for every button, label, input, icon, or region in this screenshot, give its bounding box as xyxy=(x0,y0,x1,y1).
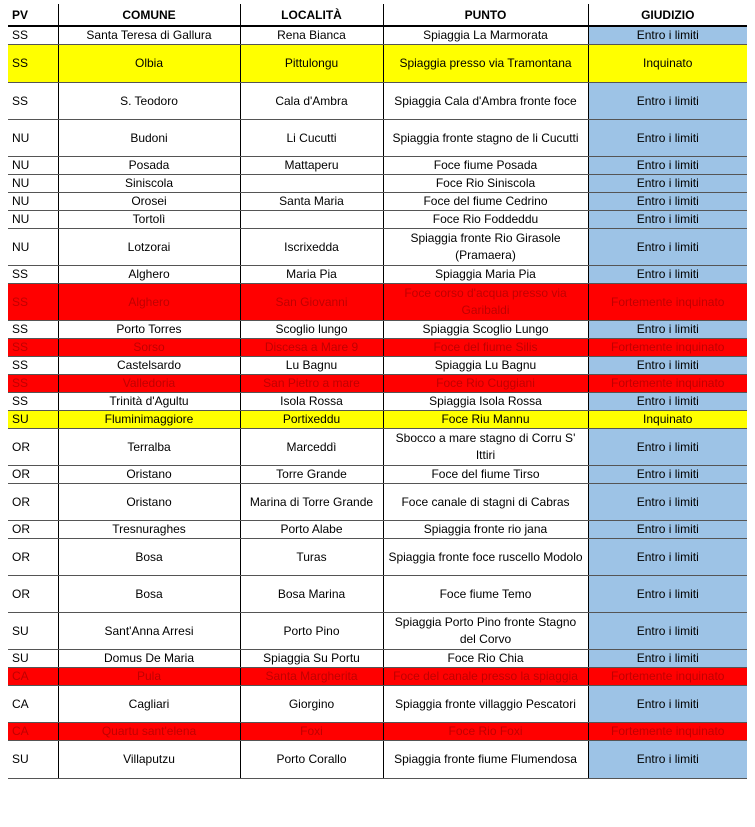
cell-punto: Foce Rio Chia xyxy=(383,650,588,668)
cell-punto: Spiaggia fronte stagno de li Cucutti xyxy=(383,120,588,157)
cell-localita: Porto Pino xyxy=(240,613,383,650)
cell-localita: San Giovanni xyxy=(240,284,383,321)
table-row xyxy=(8,175,747,193)
cell-comune: Valledoria xyxy=(58,375,240,393)
cell-giudizio: Entro i limiti xyxy=(588,393,747,411)
cell-localita: Maria Pia xyxy=(240,266,383,284)
cell-localita: Porto Corallo xyxy=(240,741,383,779)
table-row xyxy=(8,266,747,284)
cell-giudizio: Entro i limiti xyxy=(588,211,747,229)
cell-localita: Giorgino xyxy=(240,686,383,723)
cell-comune: Sant'Anna Arresi xyxy=(58,613,240,650)
table-row xyxy=(8,339,747,357)
cell-localita: Porto Alabe xyxy=(240,521,383,539)
cell-localita: San Pietro a mare xyxy=(240,375,383,393)
cell-localita: Santa Maria xyxy=(240,193,383,211)
cell-punto: Spiaggia Lu Bagnu xyxy=(383,357,588,375)
cell-punto: Spiaggia Scoglio Lungo xyxy=(383,321,588,339)
water-quality-table xyxy=(8,4,747,779)
cell-punto: Spiaggia fronte rio jana xyxy=(383,521,588,539)
table-row xyxy=(8,668,747,686)
cell-pv: NU xyxy=(8,211,58,229)
cell-giudizio: Entro i limiti xyxy=(588,229,747,266)
cell-localita xyxy=(240,211,383,229)
cell-pv: OR xyxy=(8,521,58,539)
cell-pv: SU xyxy=(8,411,58,429)
cell-pv: OR xyxy=(8,429,58,466)
cell-punto: Foce del fiume Cedrino xyxy=(383,193,588,211)
cell-giudizio: Entro i limiti xyxy=(588,157,747,175)
results-table-container xyxy=(8,4,747,779)
cell-comune: Cagliari xyxy=(58,686,240,723)
cell-giudizio: Fortemente inquinato xyxy=(588,284,747,321)
table-row xyxy=(8,411,747,429)
cell-giudizio: Entro i limiti xyxy=(588,521,747,539)
cell-punto: Foce del fiume Tirso xyxy=(383,466,588,484)
cell-pv: CA xyxy=(8,668,58,686)
table-row xyxy=(8,741,747,779)
cell-comune: Alghero xyxy=(58,266,240,284)
cell-comune: Fluminimaggiore xyxy=(58,411,240,429)
cell-punto: Spiaggia Porto Pino fronte Stagno del Corvo xyxy=(383,613,588,650)
cell-giudizio: Entro i limiti xyxy=(588,26,747,45)
table-row xyxy=(8,357,747,375)
cell-punto: Foce Rio Foxi xyxy=(383,723,588,741)
table-row xyxy=(8,229,747,266)
cell-punto: Spiaggia Isola Rossa xyxy=(383,393,588,411)
cell-localita: Mattaperu xyxy=(240,157,383,175)
table-row xyxy=(8,393,747,411)
cell-localita: Portixeddu xyxy=(240,411,383,429)
cell-localita: Scoglio lungo xyxy=(240,321,383,339)
header-giudizio: GIUDIZIO xyxy=(588,4,747,26)
cell-pv: OR xyxy=(8,576,58,613)
cell-comune: Castelsardo xyxy=(58,357,240,375)
cell-giudizio: Entro i limiti xyxy=(588,539,747,576)
cell-pv: NU xyxy=(8,229,58,266)
cell-localita: Rena Bianca xyxy=(240,26,383,45)
cell-pv: SU xyxy=(8,650,58,668)
cell-pv: SS xyxy=(8,26,58,45)
table-row xyxy=(8,650,747,668)
cell-localita: Marina di Torre Grande xyxy=(240,484,383,521)
table-row xyxy=(8,26,747,45)
table-row xyxy=(8,429,747,466)
cell-localita: Santa Margherita xyxy=(240,668,383,686)
cell-comune: Budoni xyxy=(58,120,240,157)
cell-localita: Isola Rossa xyxy=(240,393,383,411)
cell-giudizio: Entro i limiti xyxy=(588,576,747,613)
cell-giudizio: Entro i limiti xyxy=(588,613,747,650)
cell-comune: Lotzorai xyxy=(58,229,240,266)
cell-comune: Santa Teresa di Gallura xyxy=(58,26,240,45)
cell-pv: SU xyxy=(8,741,58,779)
cell-giudizio: Fortemente inquinato xyxy=(588,668,747,686)
cell-pv: SS xyxy=(8,393,58,411)
cell-pv: SS xyxy=(8,284,58,321)
cell-localita: Bosa Marina xyxy=(240,576,383,613)
header-pv: PV xyxy=(8,4,58,26)
cell-pv: SS xyxy=(8,266,58,284)
table-row xyxy=(8,521,747,539)
table-row xyxy=(8,466,747,484)
cell-pv: OR xyxy=(8,484,58,521)
cell-giudizio: Inquinato xyxy=(588,411,747,429)
table-row xyxy=(8,723,747,741)
cell-localita: Torre Grande xyxy=(240,466,383,484)
cell-giudizio: Entro i limiti xyxy=(588,83,747,120)
table-row xyxy=(8,120,747,157)
cell-localita: Marceddì xyxy=(240,429,383,466)
cell-comune: Sorso xyxy=(58,339,240,357)
cell-giudizio: Entro i limiti xyxy=(588,266,747,284)
table-header-row xyxy=(8,4,747,26)
cell-punto: Foce fiume Posada xyxy=(383,157,588,175)
cell-giudizio: Fortemente inquinato xyxy=(588,723,747,741)
cell-pv: SS xyxy=(8,83,58,120)
cell-comune: S. Teodoro xyxy=(58,83,240,120)
cell-punto: Spiaggia Cala d'Ambra fronte foce xyxy=(383,83,588,120)
table-row xyxy=(8,211,747,229)
cell-comune: Oristano xyxy=(58,484,240,521)
table-row xyxy=(8,321,747,339)
cell-punto: Spiaggia fronte fiume Flumendosa xyxy=(383,741,588,779)
cell-punto: Foce Rio Cuggiani xyxy=(383,375,588,393)
cell-localita: Discesa a Mare 9 xyxy=(240,339,383,357)
table-row xyxy=(8,686,747,723)
cell-comune: Villaputzu xyxy=(58,741,240,779)
cell-pv: NU xyxy=(8,120,58,157)
table-row xyxy=(8,83,747,120)
cell-pv: OR xyxy=(8,539,58,576)
table-row xyxy=(8,484,747,521)
cell-pv: CA xyxy=(8,686,58,723)
cell-comune: Trinità d'Agultu xyxy=(58,393,240,411)
table-row xyxy=(8,576,747,613)
cell-punto: Spiaggia fronte foce ruscello Modolo xyxy=(383,539,588,576)
cell-comune: Tresnuraghes xyxy=(58,521,240,539)
table-row xyxy=(8,157,747,175)
cell-giudizio: Entro i limiti xyxy=(588,650,747,668)
cell-punto: Foce fiume Temo xyxy=(383,576,588,613)
cell-localita: Iscrixedda xyxy=(240,229,383,266)
table-row xyxy=(8,284,747,321)
table-row xyxy=(8,613,747,650)
cell-punto: Foce del canale presso la spiaggia xyxy=(383,668,588,686)
cell-punto: Foce canale di stagni di Cabras xyxy=(383,484,588,521)
cell-comune: Bosa xyxy=(58,576,240,613)
cell-punto: Foce corso d'acqua presso via Garibaldi xyxy=(383,284,588,321)
cell-giudizio: Entro i limiti xyxy=(588,484,747,521)
cell-punto: Spiaggia La Marmorata xyxy=(383,26,588,45)
cell-localita: Foxi xyxy=(240,723,383,741)
header-localita: LOCALITÀ xyxy=(240,4,383,26)
table-row xyxy=(8,539,747,576)
cell-punto: Spiaggia presso via Tramontana xyxy=(383,45,588,83)
cell-comune: Quartu sant'elena xyxy=(58,723,240,741)
cell-giudizio: Entro i limiti xyxy=(588,175,747,193)
cell-comune: Porto Torres xyxy=(58,321,240,339)
cell-punto: Foce Rio Foddeddu xyxy=(383,211,588,229)
cell-localita: Cala d'Ambra xyxy=(240,83,383,120)
cell-localita xyxy=(240,175,383,193)
cell-giudizio: Entro i limiti xyxy=(588,429,747,466)
cell-punto: Spiaggia fronte Rio Girasole (Pramaera) xyxy=(383,229,588,266)
cell-pv: NU xyxy=(8,157,58,175)
cell-localita: Pittulongu xyxy=(240,45,383,83)
cell-pv: SS xyxy=(8,45,58,83)
cell-pv: SS xyxy=(8,321,58,339)
table-row xyxy=(8,45,747,83)
cell-punto: Foce Riu Mannu xyxy=(383,411,588,429)
cell-giudizio: Entro i limiti xyxy=(588,120,747,157)
cell-punto: Foce Rio Siniscola xyxy=(383,175,588,193)
cell-giudizio: Entro i limiti xyxy=(588,466,747,484)
cell-comune: Pula xyxy=(58,668,240,686)
cell-giudizio: Entro i limiti xyxy=(588,321,747,339)
table-row xyxy=(8,375,747,393)
cell-pv: CA xyxy=(8,723,58,741)
cell-comune: Terralba xyxy=(58,429,240,466)
cell-comune: Olbia xyxy=(58,45,240,83)
cell-localita: Spiaggia Su Portu xyxy=(240,650,383,668)
header-punto: PUNTO xyxy=(383,4,588,26)
cell-localita: Turas xyxy=(240,539,383,576)
cell-giudizio: Entro i limiti xyxy=(588,193,747,211)
cell-giudizio: Entro i limiti xyxy=(588,357,747,375)
cell-pv: OR xyxy=(8,466,58,484)
cell-comune: Orosei xyxy=(58,193,240,211)
cell-pv: NU xyxy=(8,193,58,211)
cell-giudizio: Fortemente inquinato xyxy=(588,375,747,393)
cell-pv: SS xyxy=(8,375,58,393)
cell-comune: Oristano xyxy=(58,466,240,484)
cell-giudizio: Entro i limiti xyxy=(588,741,747,779)
cell-pv: SU xyxy=(8,613,58,650)
table-row xyxy=(8,193,747,211)
cell-comune: Siniscola xyxy=(58,175,240,193)
cell-punto: Foce del fiume Silis xyxy=(383,339,588,357)
cell-comune: Domus De Maria xyxy=(58,650,240,668)
cell-comune: Posada xyxy=(58,157,240,175)
cell-pv: SS xyxy=(8,357,58,375)
cell-punto: Spiaggia fronte villaggio Pescatori xyxy=(383,686,588,723)
cell-comune: Tortolì xyxy=(58,211,240,229)
cell-comune: Alghero xyxy=(58,284,240,321)
cell-comune: Bosa xyxy=(58,539,240,576)
cell-giudizio: Fortemente inquinato xyxy=(588,339,747,357)
cell-pv: NU xyxy=(8,175,58,193)
cell-localita: Li Cucutti xyxy=(240,120,383,157)
cell-giudizio: Entro i limiti xyxy=(588,686,747,723)
cell-giudizio: Inquinato xyxy=(588,45,747,83)
cell-punto: Sbocco a mare stagno di Corru S' Ittiri xyxy=(383,429,588,466)
cell-punto: Spiaggia Maria Pia xyxy=(383,266,588,284)
cell-pv: SS xyxy=(8,339,58,357)
cell-localita: Lu Bagnu xyxy=(240,357,383,375)
header-comune: COMUNE xyxy=(58,4,240,26)
